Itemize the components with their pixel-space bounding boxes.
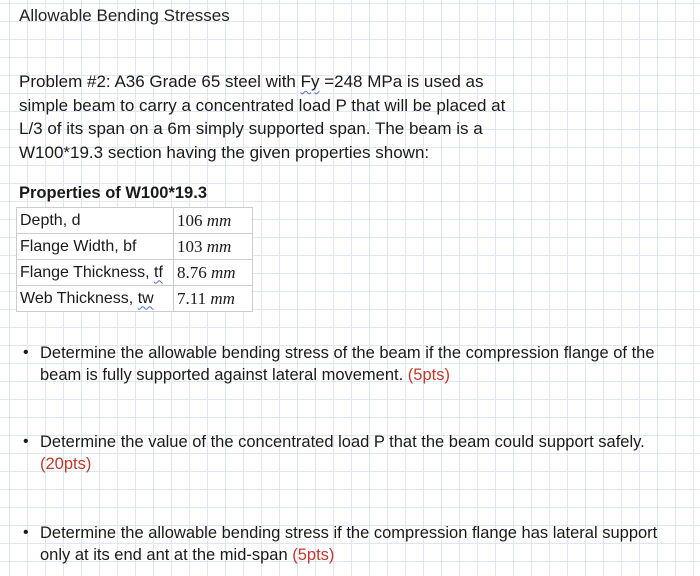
bullet-icon: • (23, 433, 29, 450)
points-badge: (20pts) (40, 455, 92, 473)
property-value: 7.11 mm (174, 286, 253, 312)
properties-heading: Properties of W100*19.3 (19, 184, 207, 202)
problem-line-1: Problem #2: A36 Grade 65 steel with Fy =248 MPa is used as (19, 72, 484, 91)
problem-line-4: W100*19.3 section having the given properties shown: (19, 142, 430, 162)
problem-line-3: L/3 of its span on a 6m simply supported span. The beam is a (19, 119, 483, 138)
table-row (17, 208, 253, 234)
task-2-line-1: Determine the value of the concentrated load P that the beam could support safely. (40, 433, 645, 451)
fy-symbol: Fy (300, 72, 320, 91)
property-label: Depth, d (17, 208, 174, 234)
bullet-icon: • (23, 344, 29, 361)
properties-table (16, 207, 253, 312)
problem-statement (19, 70, 539, 164)
points-badge: (5pts) (407, 366, 450, 384)
table-row (17, 286, 253, 312)
document-title: Allowable Bending Stresses (19, 6, 230, 25)
task-3-line-2: only at its end ant at the mid-span (5pts) (40, 546, 335, 564)
table-row (17, 234, 253, 260)
property-value: 103 mm (174, 234, 253, 260)
property-value: 8.76 mm (174, 260, 253, 286)
task-3-line-1: Determine the allowable bending stress if the compression flange has lateral support (40, 524, 658, 542)
property-value: 106 mm (174, 208, 253, 234)
problem-line-2: simple beam to carry a concentrated load P that will be placed at (19, 95, 506, 115)
bullet-icon: • (23, 524, 29, 541)
task-1-line-2: beam is fully supported against lateral movement. (5pts) (40, 366, 450, 384)
points-badge: (5pts) (292, 546, 335, 564)
task-1-line-1: Determine the allowable bending stress of the beam if the compression flange of the (40, 344, 655, 362)
property-label: Flange Thickness, tf (17, 260, 174, 286)
property-label: Flange Width, bf (17, 234, 174, 260)
table-row (17, 260, 253, 286)
property-label: Web Thickness, tw (17, 286, 174, 312)
